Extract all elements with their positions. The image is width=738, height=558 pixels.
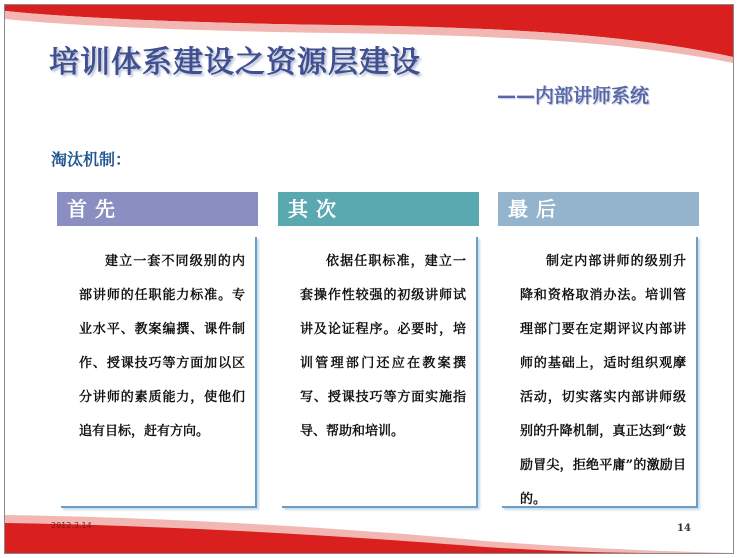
column-header-second: 其次 [278,192,479,226]
column-header-third: 最后 [498,192,699,226]
column-body-first: 建立一套不同级别的内部讲师的任职能力标准。专业水平、教案编撰、课件制作、授课技巧等方面加以区分讲师的素质能力，使他们追有目标，赶有方向。 [61,237,257,508]
column-body-third: 制定内部讲师的级别升降和资格取消办法。培训管理部门要在定期评议内部讲师的基础上，适时组织观摩活动，切实落实内部讲师级别的升降机制，真正达到“鼓励冒尖，拒绝平庸”的激励目的。 [502,237,698,508]
column-header-first: 首先 [57,192,258,226]
column-third [498,192,699,508]
column-second [278,192,479,508]
page-number: 14 [677,523,691,534]
column-first [57,192,258,508]
slide-title: 培训体系建设之资源层建设 [49,45,421,80]
slide-subtitle: ——内部讲师系统 [497,85,650,107]
column-body-second: 依据任职标准，建立一套操作性较强的初级讲师试讲及论证程序。必要时，培训管理部门还应在教案撰写、授课技巧等方面实施指导、帮助和培训。 [282,237,478,508]
footer-date: 2012.3.14 [51,521,92,530]
section-label: 淘汰机制： [51,150,132,169]
slide [4,4,734,554]
bottom-red-swoosh [5,505,733,553]
